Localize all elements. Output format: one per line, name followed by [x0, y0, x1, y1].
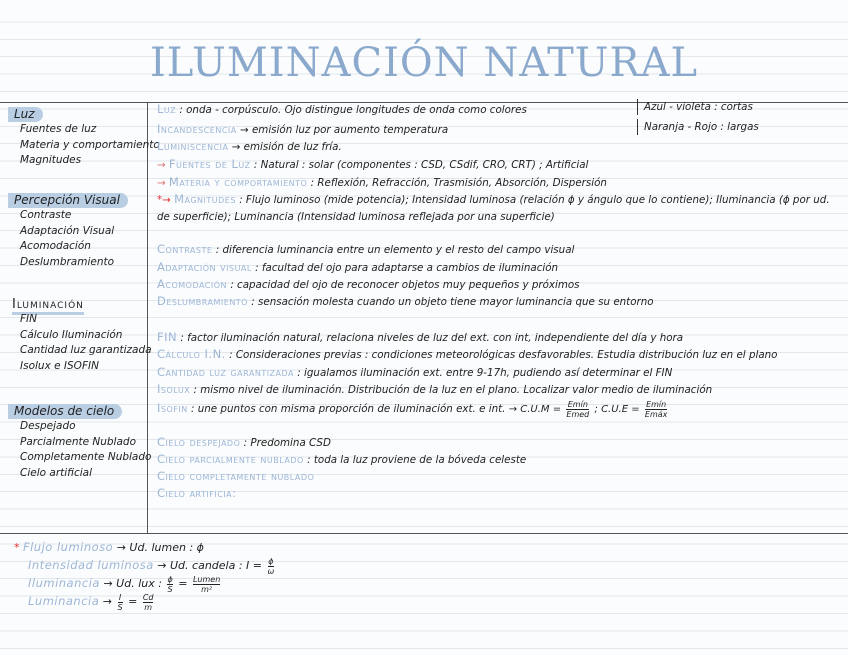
- cum-label: → C.U.M =: [508, 404, 562, 415]
- arrow-right-icon: →: [157, 177, 166, 189]
- footer-divider: [0, 533, 848, 534]
- note-text: : igualamos iluminación ext. entre 9-17h, pudiendo así determinar el FIN: [297, 367, 673, 379]
- note-adaptacion: [157, 259, 842, 275]
- unit-key: Flujo luminoso: [23, 540, 114, 554]
- note-text: : toda la luz proviene de la bóveda celeste: [307, 454, 527, 466]
- sidebar-item: Acomodación: [20, 240, 91, 252]
- note-text: : Reflexión, Refracción, Trasmisión, Absorción, Dispersión: [310, 177, 607, 189]
- note-key: Isolux: [157, 382, 191, 396]
- sidebar-item: Fuentes de luz: [20, 123, 97, 135]
- note-aside-colors-2: [637, 119, 842, 135]
- iluminancia-unit-fraction: [193, 575, 220, 594]
- sidebar-item: Despejado: [20, 420, 76, 432]
- note-key: Cielo parcialmente nublado: [157, 452, 304, 466]
- sidebar-heading-iluminacion-text: Iluminación: [12, 297, 84, 315]
- note-cantidad: [157, 364, 842, 380]
- asterisk-icon: *: [14, 541, 20, 554]
- sidebar-item: Completamente Nublado: [20, 451, 152, 463]
- note-text: : une puntos con misma proporción de iluminación ext. e int.: [191, 403, 506, 415]
- note-despejado: [157, 434, 842, 450]
- note-magnitudes: [157, 191, 842, 226]
- sidebar-heading-percepcion: Percepción Visual: [8, 193, 128, 208]
- note-key: Magnitudes: [174, 192, 236, 206]
- sidebar-section-luz: [8, 103, 160, 169]
- note-text: : diferencia luminancia entre un elemento y el resto del campo visual: [215, 244, 575, 256]
- note-text: → emisión luz por aumento temperatura: [240, 124, 449, 136]
- unit-text: → Ud. lumen : ϕ: [116, 541, 204, 554]
- note-text: : onda - corpúsculo. Ojo distingue longitudes de onda como colores: [179, 104, 527, 116]
- note-text: → emisión de luz fría.: [231, 141, 342, 153]
- note-aside-colors: [637, 99, 842, 115]
- sidebar-item: Magnitudes: [20, 154, 82, 166]
- iluminancia-fraction: [167, 575, 172, 594]
- units-section: [14, 538, 276, 610]
- fraction-denominator: Emed: [566, 409, 590, 419]
- fraction-numerator: Emín: [646, 399, 667, 409]
- unit-key: Iluminancia: [28, 576, 100, 590]
- note-text: : Consideraciones previas : condiciones meteorológicas desfavorables. Estudia distribución luz en el plano: [229, 349, 778, 361]
- note-text: : Flujo luminoso (mide potencia); Intensidad luminosa (relación ϕ y ángulo que lo contiene); Iluminancia (ϕ por ud. de superficie); Luminancia (Intensidad luminosa reflejada por una superficie): [157, 194, 830, 223]
- luminancia-unit-fraction: [143, 593, 154, 612]
- note-artificia: [157, 485, 842, 501]
- note-key: Luminiscencia: [157, 139, 229, 153]
- unit-intensidad: [14, 556, 276, 574]
- sidebar-item: Cielo artificial: [20, 466, 92, 479]
- asterisk-icon: *→: [157, 194, 171, 206]
- sidebar-section-iluminacion: [8, 293, 152, 374]
- arrow-right-icon: →: [157, 159, 166, 171]
- fraction-denominator: m²: [201, 584, 213, 594]
- note-acomodacion: [157, 276, 842, 292]
- unit-flujo: [14, 538, 276, 556]
- note-fin: [157, 329, 842, 345]
- note-key: Materia y comportamiento: [168, 175, 308, 189]
- note-deslumbramiento: [157, 293, 842, 309]
- note-text: : Natural : solar (componentes : CSD, CSdif, CRO, CRT) ; Artificial: [253, 159, 589, 171]
- note-completo: [157, 468, 842, 484]
- fraction-denominator: Emáx: [644, 409, 668, 419]
- unit-text: → Ud. lux :: [103, 577, 162, 590]
- note-key: Contraste: [157, 242, 213, 256]
- note-key: Fuentes de Luz: [168, 157, 251, 171]
- note-key: Incandescencia: [157, 122, 237, 136]
- note-isofin: [157, 397, 842, 419]
- sidebar-item: Adaptación Visual: [20, 224, 115, 237]
- luminancia-fraction: [118, 593, 123, 612]
- cue-fraction: [645, 400, 667, 419]
- note-luminiscencia: [157, 138, 842, 154]
- sidebar-item: Deslumbramiento: [20, 255, 115, 268]
- fraction-numerator: Emín: [567, 399, 588, 409]
- sidebar-item: Isolux e ISOFIN: [20, 359, 99, 372]
- fraction-numerator: Cd: [142, 592, 154, 602]
- fraction-numerator: ϕ: [167, 574, 173, 584]
- sidebar-item: Parcialmente Nublado: [20, 435, 136, 448]
- sidebar-item: Materia y comportamiento: [20, 138, 160, 151]
- note-key: Cielo completamente nublado: [157, 469, 315, 483]
- note-key: FIN: [157, 330, 178, 344]
- note-isolux: [157, 381, 842, 397]
- unit-key: Intensidad luminosa: [28, 558, 154, 572]
- note-luz: [157, 101, 632, 117]
- sidebar-heading-iluminacion: [8, 297, 92, 312]
- note-aside: Azul - violeta : cortas: [644, 101, 753, 113]
- sidebar-heading-modelos: Modelos de cielo: [8, 404, 122, 419]
- unit-text: →: [102, 595, 113, 608]
- sidebar-item: Cantidad luz garantizada: [20, 344, 152, 356]
- sidebar-heading-luz: Luz: [8, 107, 43, 122]
- note-fuentes: [157, 156, 842, 172]
- fraction-denominator: m: [144, 602, 153, 612]
- unit-key: Luminancia: [28, 594, 100, 608]
- note-key: Adaptación visual: [157, 260, 252, 274]
- sidebar-item: Contraste: [20, 209, 72, 221]
- note-key: Cantidad luz garantizada: [157, 365, 295, 379]
- equals-sign: =: [128, 595, 138, 608]
- fraction-denominator: S: [117, 602, 123, 612]
- cue-label: ; C.U.E =: [594, 404, 640, 415]
- sidebar-item: Cálculo Iluminación: [20, 328, 123, 341]
- fraction-numerator: Lumen: [192, 574, 221, 584]
- note-calculo: [157, 346, 842, 362]
- note-key: Luz: [157, 102, 177, 116]
- unit-iluminancia: [14, 574, 276, 592]
- note-materia: [157, 174, 842, 190]
- unit-luminancia: [14, 592, 276, 610]
- sidebar-item: FIN: [20, 313, 37, 325]
- note-contraste: [157, 241, 842, 257]
- note-incandescencia: [157, 121, 632, 137]
- note-key: Cálculo I.N.: [157, 347, 226, 361]
- note-text: : factor iluminación natural, relaciona niveles de luz del ext. con int, independiente del día y hora: [180, 332, 684, 344]
- intensidad-fraction: [268, 557, 275, 576]
- sidebar-section-percepcion: [8, 189, 128, 270]
- note-text: : Predomina CSD: [243, 437, 331, 449]
- cum-fraction: [566, 400, 589, 419]
- fraction-denominator: S: [167, 584, 173, 594]
- fraction-numerator: I: [118, 592, 122, 602]
- note-text: : sensación molesta cuando un objeto tiene mayor luminancia que su entorno: [251, 296, 654, 308]
- note-key: Cielo despejado: [157, 435, 241, 449]
- note-text: : facultad del ojo para adaptarse a cambios de iluminación: [255, 262, 559, 274]
- fraction-denominator: ω: [267, 566, 275, 576]
- fraction-numerator: ϕ: [268, 556, 274, 566]
- note-key: Acomodación: [157, 277, 228, 291]
- note-text: : capacidad del ojo de reconocer objetos muy pequeños y próximos: [230, 279, 580, 291]
- unit-text: → Ud. candela : I =: [157, 559, 263, 572]
- note-key: Isofin: [157, 401, 188, 415]
- note-text: : mismo nivel de iluminación. Distribución de la luz en el plano. Localizar valor medio de iluminación: [193, 384, 713, 396]
- note-key: Deslumbramiento: [157, 294, 248, 308]
- sidebar-section-modelos: [8, 400, 151, 481]
- note-parcial: [157, 451, 842, 467]
- note-key: Cielo artificia:: [157, 486, 237, 500]
- page-title: ILUMINACIÓN NATURAL: [149, 40, 699, 86]
- note-aside: Naranja - Rojo : largas: [644, 121, 759, 133]
- equals-sign: =: [178, 577, 188, 590]
